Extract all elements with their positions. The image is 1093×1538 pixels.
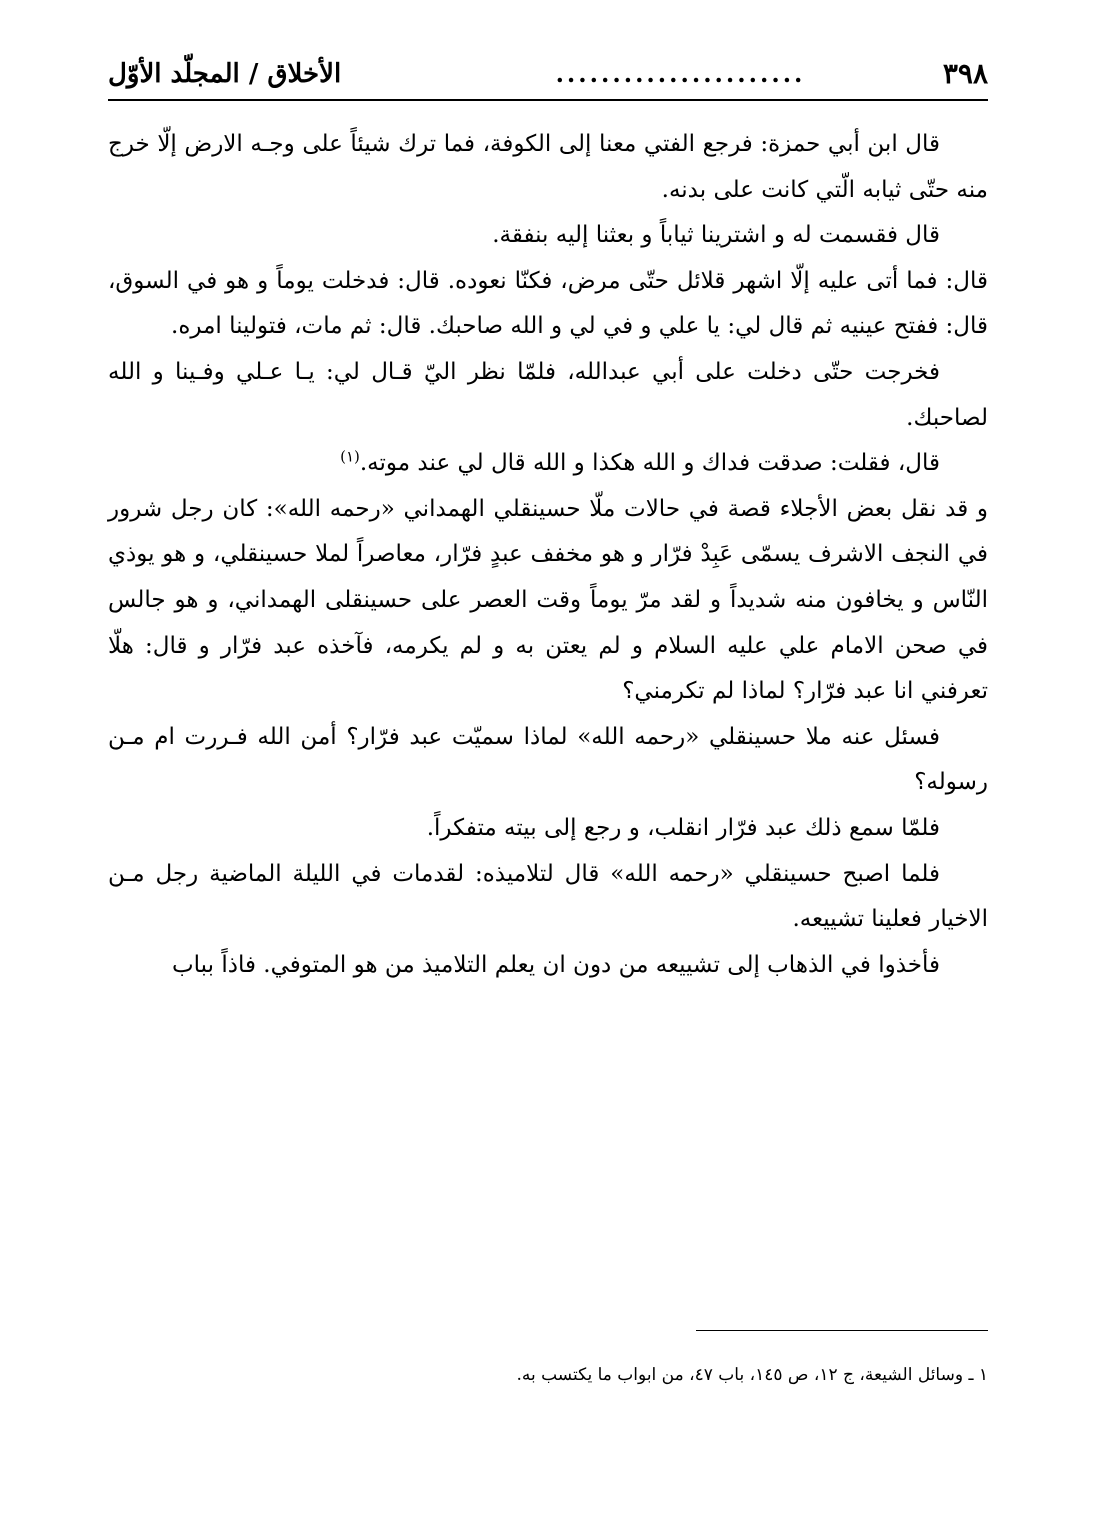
- header-divider: [108, 99, 988, 101]
- paragraph-7: فسئل عنه ملا حسينقلي «رحمه الله» لماذا سميّت عبد فرّار؟ أمن الله فـررت ام مـن رسوله؟: [108, 723, 988, 796]
- paragraph-5: [108, 441, 988, 487]
- page-header: [108, 52, 988, 96]
- paragraph-9: فلما اصبح حسينقلي «رحمه الله» قال لتلاميذه: لقدمات في الليلة الماضية رجل مـن الاخيار فعلينا تشييعه.: [108, 860, 988, 933]
- paragraph-10: فأخذوا في الذهاب إلى تشييعه من دون ان يعلم التلاميذ من هو المتوفي. فاذاً بباب: [172, 951, 940, 978]
- paragraph-4: فخرجت حتّى دخلت على أبي عبدالله، فلمّا نظر اليّ قـال لي: يـا عـلي وفـينا و الله لصاحبك.: [108, 358, 988, 431]
- paragraph-1: قال ابن أبي حمزة: فرجع الفتي معنا إلى الكوفة، فما ترك شيئاً على وجـه الارض إلّا خرج منه حتّى ثيابه الّتي كانت على بدنه.: [108, 131, 988, 203]
- body-text: [108, 122, 988, 988]
- footnote-divider: [696, 1330, 988, 1331]
- paragraph-3: قال: فما أتى عليه إلّا اشهر قلائل حتّى مرض، فكنّا نعوده. قال: فدخلت يوماً و هو في السوق، قال: ففتح عينيه ثم قال لي: يا علي و في لي و الله صاحبك. قال: ثم مات، فتولينا امره.: [108, 267, 988, 340]
- paragraph-8: فلمّا سمع ذلك عبد فرّار انقلب، و رجع إلى بيته متفكراً.: [426, 814, 940, 841]
- page-number: ٣٩٨: [942, 57, 988, 90]
- running-title: الأخلاق / المجلّد الأوّل: [108, 59, 342, 89]
- footnote: ١ ـ وسائل الشيعة، ج ١٢، ص ١٤٥، باب ٤٧، من ابواب ما يكتسب به.: [516, 1365, 988, 1385]
- paragraph-6: و قد نقل بعض الأجلاء قصة في حالات ملّا حسينقلي الهمداني «رحمه الله»: كان رجل شرور في النجف الاشرف يسمّى عَبِدْ فرّار و هو مخفف عبدٍ فرّار، معاصراً لملا حسينقلي، و هو يوذي النّاس و يخافون منه شديداً و لقد مرّ يوماً وقت العصر على حسينقلى الهمداني، و هو جالس في صحن الامام علي عليه السلام و لم يعتن به و لم يكرمه، فآخذه عبد فرّار و قال: هلّا تعرفني انا عبد فرّار؟ لماذا لم تكرمني؟: [108, 495, 988, 705]
- footnote-reference: (١): [340, 447, 360, 466]
- paragraph-5-text: قال، فقلت: صدقت فداك و الله هكذا و الله قال لي عند موته.: [359, 450, 940, 477]
- header-leader-dots: ......................: [555, 59, 806, 88]
- paragraph-2: قال فقسمت له و اشترينا ثياباً و بعثنا إليه بنفقة.: [492, 222, 940, 249]
